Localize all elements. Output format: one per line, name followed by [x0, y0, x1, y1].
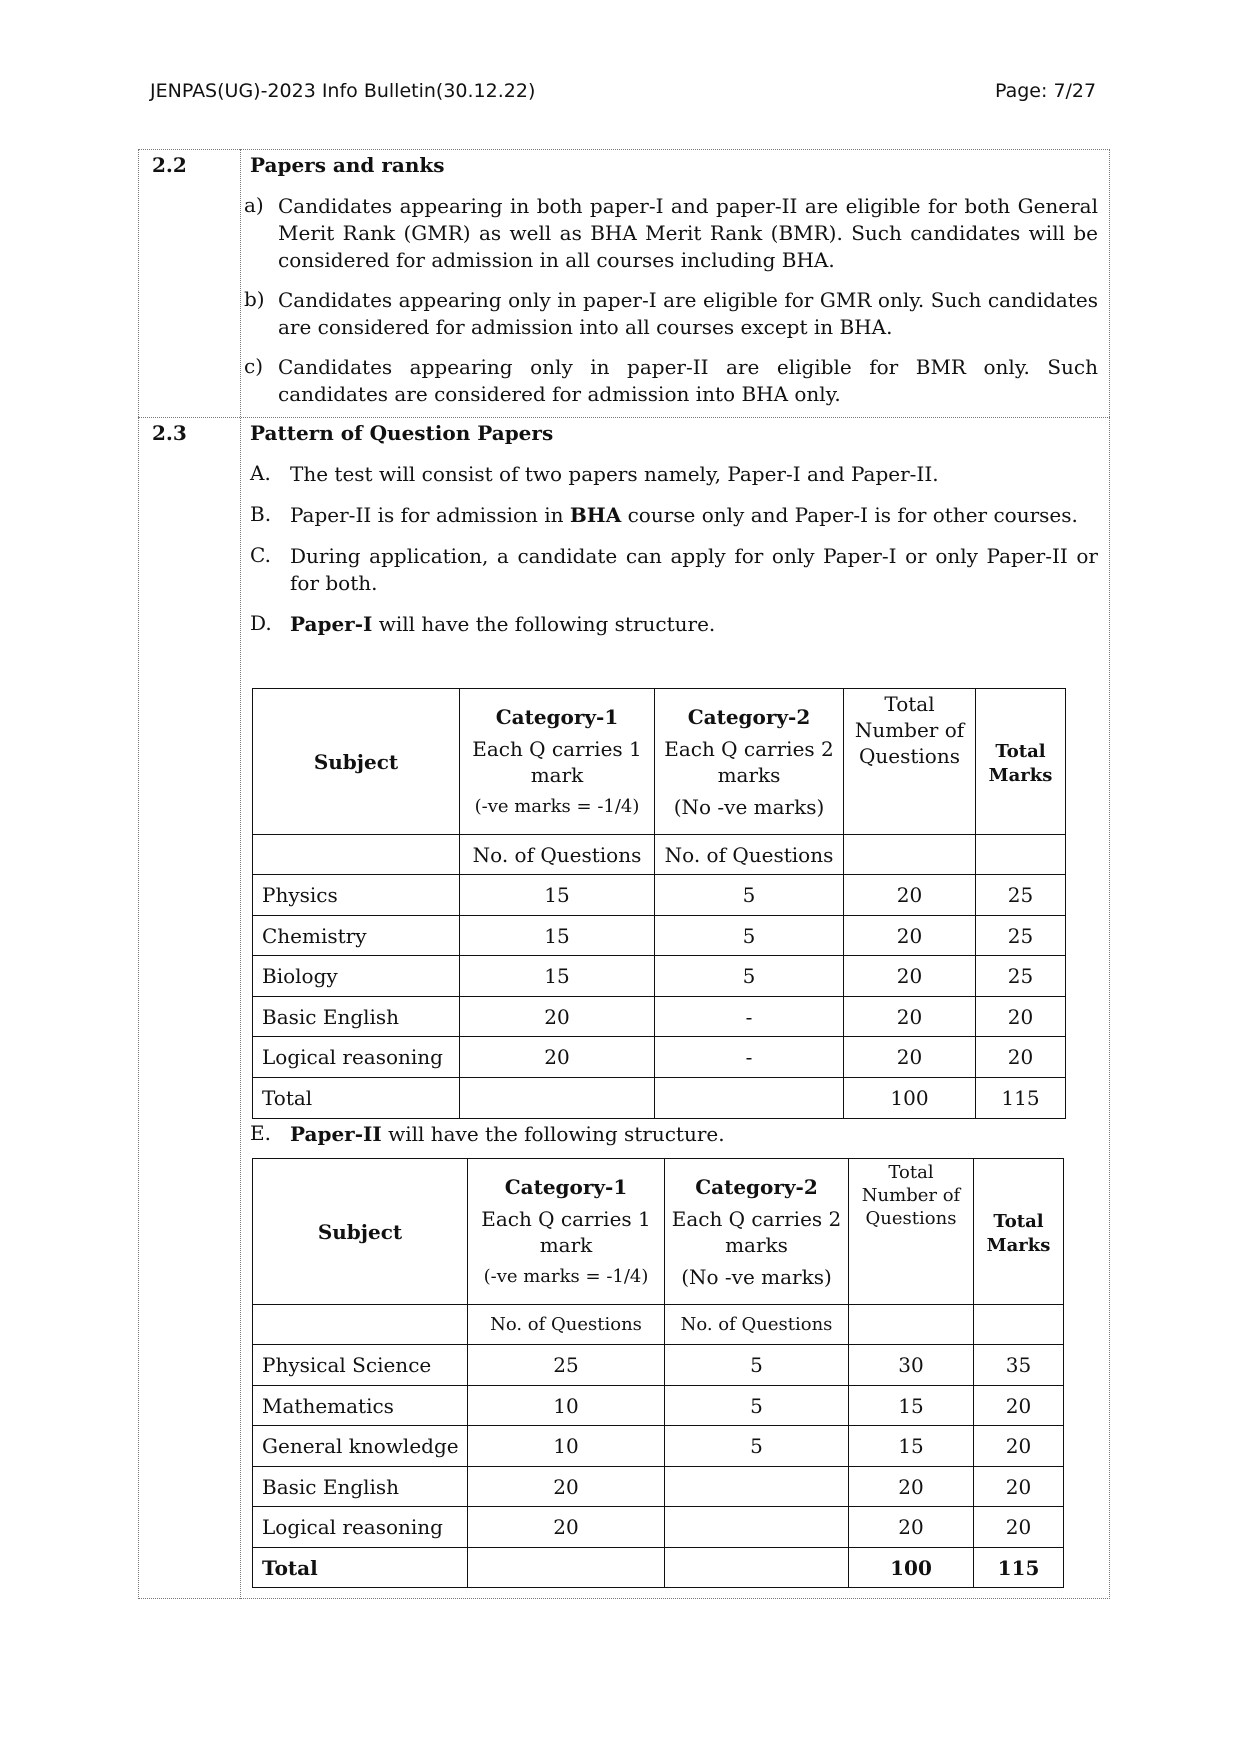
- item-marker-B: B.: [250, 502, 272, 526]
- cell-cat2: 5: [665, 1386, 849, 1426]
- header-subject: Subject: [253, 1159, 468, 1305]
- item-marker-C: C.: [250, 543, 271, 567]
- item-text-E: Paper-II will have the following structure.: [290, 1122, 725, 1146]
- cell-subject: Logical reasoning: [253, 1037, 460, 1078]
- cell-cat1: 15: [460, 956, 655, 997]
- item-text-B: Paper-II is for admission in BHA course only and Paper-I is for other courses.: [290, 503, 1078, 527]
- cell-cat2: 5: [665, 1345, 849, 1386]
- cell-total-marks: 20: [974, 1386, 1064, 1426]
- table-row: [253, 1037, 1066, 1078]
- item-text-D: Paper-I will have the following structure.: [290, 612, 716, 636]
- item-marker-b: b): [244, 287, 265, 311]
- section-title-pattern: Pattern of Question Papers: [250, 421, 554, 445]
- cell-total-marks: 115: [976, 1078, 1066, 1119]
- cell-cat2: [665, 1467, 849, 1507]
- subheader-empty: [976, 835, 1066, 875]
- cell-total-q: 20: [844, 916, 976, 956]
- subheader-empty: [253, 1305, 468, 1345]
- table-row: [253, 997, 1066, 1037]
- header-total-questions: Total Number of Questions: [844, 689, 976, 835]
- header-category-2: Category-2 Each Q carries 2 marks (No -ve marks): [665, 1159, 849, 1305]
- table-row: [253, 1507, 1064, 1548]
- cell-cat1: 20: [460, 1037, 655, 1078]
- item-marker-E: E.: [250, 1121, 271, 1145]
- cell-total-marks: 20: [976, 997, 1066, 1037]
- cell-total-marks: 20: [976, 1037, 1066, 1078]
- header-total-marks: Total Marks: [974, 1159, 1064, 1305]
- item-text-a: Candidates appearing in both paper-I and paper-II are eligible for both General Merit Rank (GMR) as well as BHA Merit Rank (BMR). Such candidates will be considered for admission in all courses including BHA.: [278, 194, 1098, 272]
- header-category-1: Category-1 Each Q carries 1 mark (-ve marks = -1/4): [468, 1159, 665, 1305]
- cell-cat2: [655, 1078, 844, 1119]
- section-title-papers-and-ranks: Papers and ranks: [250, 153, 445, 177]
- cell-subject: Logical reasoning: [253, 1507, 468, 1548]
- header-subject: Subject: [253, 689, 460, 835]
- cell-cat2: 5: [655, 956, 844, 997]
- cell-cat2: -: [655, 1037, 844, 1078]
- header-category-2: Category-2 Each Q carries 2 marks (No -ve marks): [655, 689, 844, 835]
- cell-total-marks: 20: [974, 1507, 1064, 1548]
- cell-cat1: 20: [468, 1507, 665, 1548]
- cell-subject: Total: [253, 1078, 460, 1119]
- cell-total-q: 30: [849, 1345, 974, 1386]
- cell-total-q: 20: [844, 1037, 976, 1078]
- cell-subject: Biology: [253, 956, 460, 997]
- section-divider: [138, 417, 1110, 418]
- subheader-noq-2: No. of Questions: [665, 1305, 849, 1345]
- cell-total-marks: 25: [976, 875, 1066, 916]
- subheader-noq-1: No. of Questions: [468, 1305, 665, 1345]
- cell-cat1: 15: [460, 875, 655, 916]
- cell-total-q: 100: [849, 1548, 974, 1588]
- cell-cat2: -: [655, 997, 844, 1037]
- item-text-b: Candidates appearing only in paper-I are eligible for GMR only. Such candidates are considered for admission into all courses except in BHA.: [278, 288, 1098, 339]
- cell-subject: Basic English: [253, 1467, 468, 1507]
- cell-cat1: 20: [468, 1467, 665, 1507]
- cell-cat1: 10: [468, 1386, 665, 1426]
- cell-cat2: 5: [655, 875, 844, 916]
- table-row: [253, 1386, 1064, 1426]
- subheader-empty: [253, 835, 460, 875]
- cell-cat1: 15: [460, 916, 655, 956]
- table-row-total: [253, 1548, 1064, 1588]
- cell-cat2: [665, 1548, 849, 1588]
- cell-subject: Chemistry: [253, 916, 460, 956]
- subheader-empty: [844, 835, 976, 875]
- cell-subject: Mathematics: [253, 1386, 468, 1426]
- cell-total-marks: 20: [974, 1467, 1064, 1507]
- cell-subject: General knowledge: [253, 1426, 468, 1467]
- cell-cat1: 25: [468, 1345, 665, 1386]
- item-text-c: Candidates appearing only in paper-II are eligible for BMR only. Such candidates are considered for admission into BHA only.: [278, 355, 1098, 406]
- cell-total-marks: 115: [974, 1548, 1064, 1588]
- item-marker-a: a): [244, 193, 264, 217]
- cell-cat2: [665, 1507, 849, 1548]
- item-marker-c: c): [244, 354, 264, 378]
- cell-total-q: 20: [844, 997, 976, 1037]
- cell-total-q: 15: [849, 1386, 974, 1426]
- subheader-noq-2: No. of Questions: [655, 835, 844, 875]
- cell-cat1: [460, 1078, 655, 1119]
- cell-subject: Physics: [253, 875, 460, 916]
- table-row: [253, 956, 1066, 997]
- cell-cat1: [468, 1548, 665, 1588]
- section-number-2-3: 2.3: [152, 421, 187, 445]
- header-total-questions: Total Number of Questions: [849, 1159, 974, 1305]
- table-row-total: [253, 1078, 1066, 1119]
- table-row: [253, 1345, 1064, 1386]
- section-number-2-2: 2.2: [152, 153, 187, 177]
- paper-1-table: [252, 688, 1066, 1119]
- column-divider: [240, 149, 241, 1599]
- cell-total-q: 15: [849, 1426, 974, 1467]
- cell-total-marks: 25: [976, 956, 1066, 997]
- cell-total-q: 20: [849, 1467, 974, 1507]
- cell-total-q: 20: [849, 1507, 974, 1548]
- subheader-empty: [849, 1305, 974, 1345]
- page-number: Page: 7/27: [995, 80, 1097, 102]
- item-text-A: The test will consist of two papers namely, Paper-I and Paper-II.: [290, 462, 939, 486]
- cell-total-marks: 25: [976, 916, 1066, 956]
- cell-total-marks: 35: [974, 1345, 1064, 1386]
- cell-total-q: 20: [844, 956, 976, 997]
- item-text-C: During application, a candidate can apply for only Paper-I or only Paper-II or for both.: [290, 544, 1098, 595]
- cell-cat1: 10: [468, 1426, 665, 1467]
- cell-total-q: 100: [844, 1078, 976, 1119]
- item-marker-D: D.: [250, 611, 272, 635]
- cell-total-q: 20: [844, 875, 976, 916]
- item-marker-A: A.: [250, 461, 271, 485]
- cell-cat2: 5: [665, 1426, 849, 1467]
- cell-subject: Physical Science: [253, 1345, 468, 1386]
- header-category-1: Category-1 Each Q carries 1 mark (-ve marks = -1/4): [460, 689, 655, 835]
- table-row: [253, 1467, 1064, 1507]
- cell-cat2: 5: [655, 916, 844, 956]
- table-row: [253, 916, 1066, 956]
- cell-cat1: 20: [460, 997, 655, 1037]
- cell-subject: Basic English: [253, 997, 460, 1037]
- cell-subject: Total: [253, 1548, 468, 1588]
- subheader-noq-1: No. of Questions: [460, 835, 655, 875]
- cell-total-marks: 20: [974, 1426, 1064, 1467]
- table-row: [253, 875, 1066, 916]
- header-title: JENPAS(UG)-2023 Info Bulletin(30.12.22): [150, 80, 536, 102]
- header-total-marks: Total Marks: [976, 689, 1066, 835]
- paper-2-table: [252, 1158, 1064, 1588]
- table-row: [253, 1426, 1064, 1467]
- subheader-empty: [974, 1305, 1064, 1345]
